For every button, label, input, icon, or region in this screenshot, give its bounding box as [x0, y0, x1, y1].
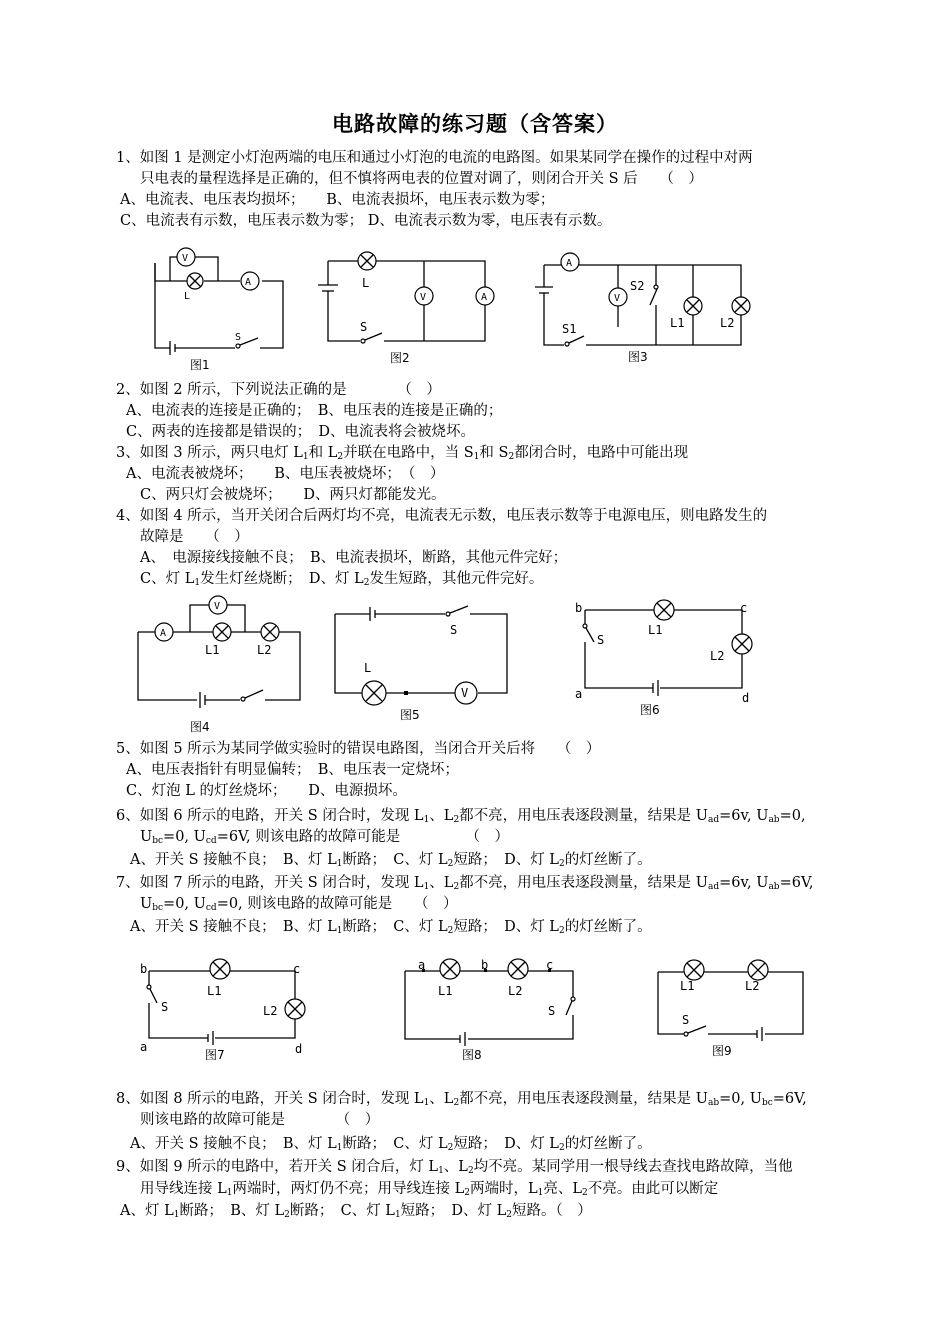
fig6-l2-label: L2 [710, 649, 725, 663]
fig5-voltmeter-label: V [461, 686, 469, 700]
fig5-caption: 图5 [400, 708, 420, 722]
fig4-ammeter-label: A [160, 628, 167, 639]
fig4-voltmeter-label: V [214, 601, 221, 612]
q1-stem-line2: 只电表的量程选择是正确的，但不慎将两电表的位置对调了，则闭合开关 S 后 （ ） [140, 171, 703, 187]
q4-stem-line1: 4、如图 4 所示，当开关闭合后两灯均不亮，电流表无示数，电压表示数等于电源电压，则电路发生的 [116, 508, 768, 524]
q9-options: A、灯 $L_1$断路； B、灯 $L_2$断路； C、灯 $L_1$短路； D、灯 $L_2$短路。（ ） [120, 1203, 592, 1220]
q7-stem-line2: $U_{bc}=0$, $U_{cd}=0$, 则该电路的故障可能是 （ ） [140, 896, 458, 913]
q2-stem: 2、如图 2 所示，下列说法正确的是 （ ） [116, 382, 441, 398]
fig2-lamp-label: L [362, 276, 370, 290]
fig2-caption: 图2 [390, 351, 410, 365]
fig8-l2-label: L2 [508, 984, 523, 998]
fig1-ammeter-label: A [245, 277, 252, 288]
fig7-node-a: a [140, 1040, 148, 1054]
fig3-s1-label: S1 [562, 322, 577, 336]
fig9-caption: 图9 [712, 1044, 732, 1058]
fig4-caption: 图4 [190, 720, 210, 734]
fig7-l2-label: L2 [263, 1004, 278, 1018]
fig4-l1-label: L1 [205, 643, 220, 657]
q9-stem-line1: 9、如图 9 所示的电路中，若开关 S 闭合后，灯 $L_1$、$L_2$均不亮。某同学用一根导线去查找电路故障，当他 [116, 1159, 793, 1176]
fig6-caption: 图6 [640, 703, 660, 717]
q7-options: A、开关 S 接触不良； B、灯 $L_1$断路； C、灯 $L_2$短路； D、灯 $L_2$的灯丝断了。 [130, 919, 652, 936]
q2-options-cd: C、两表的连接都是错误的； D、电流表将会被烧坏。 [126, 424, 475, 440]
fig9-switch-label: S [682, 1013, 690, 1027]
fig6-switch-label: S [597, 633, 605, 647]
q4-options-cd: C、灯 $L_1$发生灯丝烧断； D、灯 $L_2$发生短路，其他元件完好。 [140, 571, 544, 588]
fig4-l2-label: L2 [257, 643, 272, 657]
fig8-caption: 图8 [462, 1048, 482, 1062]
figure-8-circuit [400, 955, 590, 1065]
fig6-node-a: a [575, 687, 583, 701]
fig6-l1-label: L1 [648, 623, 663, 637]
fig1-lamp-label: L [184, 291, 191, 302]
q4-options-ab: A、 电源接线接触不良； B、电流表损坏，断路，其他元件完好； [140, 550, 568, 566]
fig7-switch-label: S [161, 1000, 169, 1014]
figure-7-circuit [135, 955, 315, 1065]
q5-options-ab: A、电压表指针有明显偏转； B、电压表一定烧坏； [126, 762, 459, 778]
fig3-s2-label: S2 [630, 279, 645, 293]
q6-stem-line1: 6、如图 6 所示的电路，开关 S 闭合时，发现 $L_1$、$L_2$都不亮，用电压表逐段测量，结果是 $U_{ad}=6v$, $U_{ab}=0$, [116, 808, 806, 825]
q9-stem-line2: 用导线连接 $L_1$两端时，两灯仍不亮；用导线连接 $L_2$两端时，$L_1$亮、$L_2$不亮。由此可以断定 [140, 1181, 719, 1198]
q3-stem: 3、如图 3 所示，两只电灯 $L_1$和 $L_2$并联在电路中，当 $S_1$和 $S_2$都闭合时，电路中可能出现 [116, 445, 689, 462]
figure-3-circuit [530, 245, 765, 370]
q4-stem-line2: 故障是 （ ） [140, 529, 249, 545]
figure-9-circuit [650, 958, 815, 1063]
fig8-node-a: a [418, 958, 426, 972]
q5-options-cd: C、灯泡 L 的灯丝烧坏； D、电源损坏。 [126, 783, 407, 799]
fig8-node-c: c [546, 958, 554, 972]
fig1-caption: 图1 [190, 358, 210, 372]
fig2-voltmeter-label: V [420, 292, 427, 303]
fig7-caption: 图7 [205, 1048, 225, 1062]
q3-options-ab: A、电流表被烧坏； B、电压表被烧坏； （ ） [126, 466, 445, 482]
q8-stem-line2: 则该电路的故障可能是 （ ） [140, 1112, 380, 1128]
fig6-node-b: b [575, 601, 583, 615]
q1-options-cd: C、电流表有示数，电压表示数为零； D、电流表示数为零，电压表有示数。 [120, 213, 612, 229]
fig9-l2-label: L2 [745, 979, 760, 993]
q7-stem-line1: 7、如图 7 所示的电路，开关 S 闭合时，发现 $L_1$、$L_2$都不亮，用电压表逐段测量，结果是 $U_{ad}=6v$, $U_{ab}=6V$, [116, 875, 814, 892]
fig6-node-d: d [742, 691, 750, 705]
fig2-switch-label: S [360, 320, 368, 334]
fig2-ammeter-label: A [481, 292, 488, 303]
fig5-switch-label: S [450, 623, 458, 637]
q6-options: A、开关 S 接触不良； B、灯 $L_1$断路； C、灯 $L_2$短路； D、灯 $L_2$的灯丝断了。 [130, 852, 652, 869]
fig3-l2-label: L2 [720, 316, 735, 330]
fig3-caption: 图3 [628, 350, 648, 364]
fig3-ammeter-label: A [566, 258, 573, 269]
fig7-node-b: b [140, 962, 148, 976]
fig8-switch-label: S [548, 1004, 556, 1018]
fig9-l1-label: L1 [680, 979, 695, 993]
fig6-node-c: c [740, 601, 748, 615]
q1-options-ab: A、电流表、电压表均损坏； B、电流表损坏，电压表示数为零； [120, 192, 555, 208]
figure-5-circuit [330, 598, 520, 728]
fig7-node-d: d [295, 1042, 303, 1056]
figure-6-circuit [570, 598, 765, 723]
figure-2-circuit [310, 245, 500, 370]
fig7-l1-label: L1 [207, 984, 222, 998]
fig5-lamp-label: L [364, 661, 372, 675]
q6-stem-line2: $U_{bc}=0$, $U_{cd}=6V$, 则该电路的故障可能是 （ ） [140, 829, 509, 846]
q5-stem: 5、如图 5 所示为某同学做实验时的错误电路图，当闭合开关后将 （ ） [116, 741, 601, 757]
fig1-switch-label: S [235, 332, 242, 343]
fig3-voltmeter-label: V [614, 293, 621, 304]
q8-stem-line1: 8、如图 8 所示的电路，开关 S 闭合时，发现 $L_1$、$L_2$都不亮，用电压表逐段测量，结果是 $U_{ab}=0$, $U_{bc}=6V$, [116, 1091, 807, 1108]
figure-1-circuit [150, 243, 290, 373]
fig7-node-c: c [293, 962, 301, 976]
fig1-voltmeter-label: V [182, 253, 189, 264]
q3-options-cd: C、两只灯会被烧坏； D、两只灯都能发光。 [140, 487, 446, 503]
fig8-node-b: b [481, 958, 489, 972]
fig8-l1-label: L1 [438, 984, 453, 998]
figure-4-circuit [135, 592, 310, 737]
page-title: 电路故障的练习题（含答案） [332, 112, 618, 136]
q8-options: A、开关 S 接触不良； B、灯 $L_1$断路； C、灯 $L_2$短路； D、灯 $L_2$的灯丝断了。 [130, 1136, 652, 1153]
q1-stem-line1: 1、如图 1 是测定小灯泡两端的电压和通过小灯泡的电流的电路图。如果某同学在操作的过程中对两 [116, 150, 753, 166]
fig3-l1-label: L1 [670, 316, 685, 330]
q2-options-ab: A、电流表的连接是正确的； B、电压表的连接是正确的； [126, 403, 503, 419]
